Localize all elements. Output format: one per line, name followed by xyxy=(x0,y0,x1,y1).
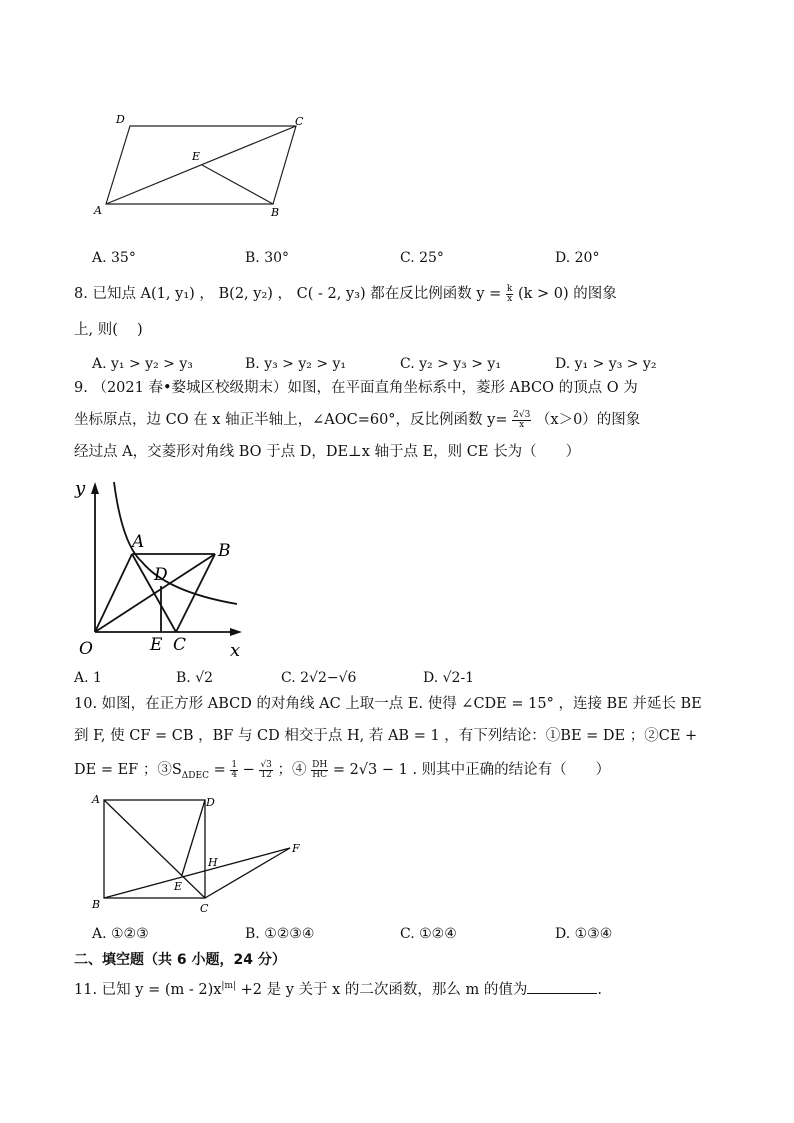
q10-frac2-num: √3 xyxy=(260,759,272,770)
q8-frac-num: k xyxy=(506,283,513,294)
q8-text: 8. 已知点 A(1, y₁) ， B(2, y₂) ， C( - 2, y₃) 都在反比例函数 y = xyxy=(74,286,502,302)
q10-frac3-num: DH xyxy=(312,759,328,770)
q10-text-a: DE = EF ；③S xyxy=(74,762,182,778)
q10-option-c[interactable]: C. ①②④ xyxy=(400,926,457,942)
q9-question-line1: 9. （2021 春•婺城区校级期末）如图，在平面直角坐标系中，菱形 ABCO 的顶点 O 为 xyxy=(74,380,638,396)
q11-text-c: . xyxy=(597,981,603,998)
q7-label-D: D xyxy=(116,113,125,126)
q8-fraction xyxy=(506,285,513,304)
q10-fraction-3 xyxy=(311,761,328,780)
q9-text-b: （x＞0）的图象 xyxy=(535,412,641,428)
q10-text-e: = 2√3 − 1 . 则其中正确的结论有（ ） xyxy=(332,762,611,778)
q7-option-c[interactable]: C. 25° xyxy=(400,250,444,266)
q10-option-d[interactable]: D. ①③④ xyxy=(555,926,613,942)
section-heading-fill-in: 二、填空题（共 6 小题，24 分） xyxy=(74,952,286,968)
q9-label-C: C xyxy=(173,635,187,655)
q7-label-C: C xyxy=(295,115,304,128)
q8-text-tail: (k > 0) 的图象 xyxy=(517,286,617,302)
q11-exponent: |m| xyxy=(221,981,237,991)
q10-frac2-den: 12 xyxy=(260,769,272,780)
q10-subscript: ΔDEC xyxy=(181,770,209,781)
q9-label-B: B xyxy=(218,541,231,561)
q10-fraction-1 xyxy=(230,761,238,780)
q7-label-A: A xyxy=(94,204,102,217)
q9-label-D: D xyxy=(154,565,168,585)
q10-label-H: H xyxy=(208,856,218,869)
q10-fraction-2 xyxy=(259,761,272,780)
q7-label-B: B xyxy=(271,206,280,219)
q10-frac3-den: HC xyxy=(312,769,328,780)
q10-label-D: D xyxy=(206,796,215,809)
q8-option-a[interactable]: A. y₁ > y₂ > y₃ xyxy=(92,356,193,372)
q9-option-a[interactable]: A. 1 xyxy=(74,670,102,686)
q9-label-A: A xyxy=(132,532,145,552)
q9-option-c[interactable]: C. 2√2−√6 xyxy=(281,670,357,686)
q10-square-figure xyxy=(88,790,318,920)
q9-label-O: O xyxy=(79,639,93,659)
q7-option-a[interactable]: A. 35° xyxy=(92,250,136,266)
q7-option-d[interactable]: D. 20° xyxy=(555,250,600,266)
q10-label-F: F xyxy=(292,842,300,855)
q9-frac-num: 2√3 xyxy=(513,409,531,420)
q10-frac1-den: 4 xyxy=(231,769,238,780)
q10-label-C: C xyxy=(200,902,209,915)
q10-question-line1: 10. 如图，在正方形 ABCD 的对角线 AC 上取一点 E. 使得 ∠CDE = 15° ，连接 BE 并延长 BE xyxy=(74,696,702,712)
q8-option-c[interactable]: C. y₂ > y₃ > y₁ xyxy=(400,356,501,372)
q9-option-d[interactable]: D. √2-1 xyxy=(423,670,475,686)
q10-question-line3 xyxy=(74,760,610,786)
q7-parallelogram-figure xyxy=(88,110,328,225)
q7-option-b[interactable]: B. 30° xyxy=(245,250,290,266)
q8-option-b[interactable]: B. y₃ > y₂ > y₁ xyxy=(245,356,347,372)
q9-fraction xyxy=(512,411,531,430)
q11-text-a: 11. 已知 y = (m - 2)x xyxy=(74,981,222,998)
q9-question-line2 xyxy=(74,410,640,430)
q8-question-line2: 上, 则( ) xyxy=(74,322,143,338)
q9-question-line3: 经过点 A，交菱形对角线 BO 于点 D，DE⊥x 轴于点 E，则 CE 长为（ ） xyxy=(74,444,581,460)
q10-text-b: = xyxy=(213,762,226,778)
q11-question xyxy=(74,976,602,1000)
q10-text-c: − xyxy=(242,762,255,778)
q10-label-E: E xyxy=(174,880,183,893)
q9-option-b[interactable]: B. √2 xyxy=(176,670,214,686)
q8-question-line1 xyxy=(74,284,617,304)
q9-text-a: 坐标原点，边 CO 在 x 轴正半轴上，∠AOC=60°，反比例函数 y= xyxy=(74,412,508,428)
q9-rhombus-figure xyxy=(72,474,252,659)
q10-text-d: ；④ xyxy=(277,762,307,778)
q7-label-E: E xyxy=(192,150,201,163)
q9-label-E: E xyxy=(150,635,163,655)
q9-label-x: x xyxy=(230,640,241,659)
q9-frac-den: x xyxy=(519,419,525,430)
q10-question-line2: 到 F, 使 CF = CB ，BF 与 CD 相交于点 H, 若 AB = 1 ，有下列结论：①BE = DE ；②CE + xyxy=(74,728,698,744)
q8-frac-den: x xyxy=(507,293,513,304)
q9-label-y: y xyxy=(75,478,86,499)
q10-label-B: B xyxy=(92,898,101,911)
q10-frac1-num: 1 xyxy=(231,759,238,770)
q10-option-b[interactable]: B. ①②③④ xyxy=(245,926,315,942)
q10-label-A: A xyxy=(92,793,100,806)
q11-answer-blank[interactable] xyxy=(527,979,597,994)
q8-option-d[interactable]: D. y₁ > y₃ > y₂ xyxy=(555,356,657,372)
q11-text-b: +2 是 y 关于 x 的二次函数，那么 m 的值为 xyxy=(240,981,528,998)
q10-option-a[interactable]: A. ①②③ xyxy=(92,926,149,942)
